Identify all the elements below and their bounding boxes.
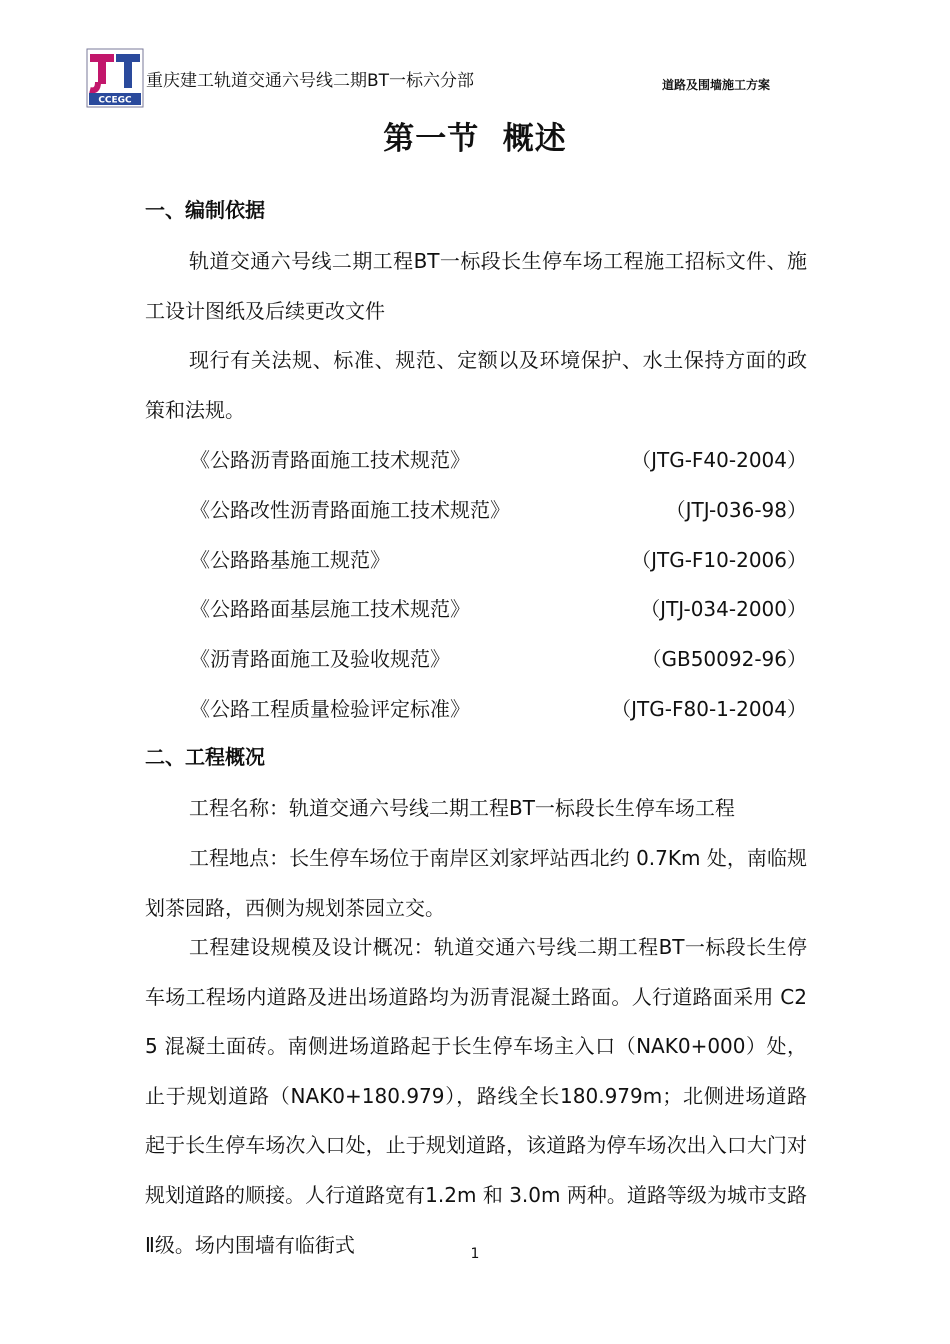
standard-name: 《沥青路面施工及验收规范》 — [190, 647, 450, 671]
standard-code: （JTG-F40-2004） — [631, 448, 807, 472]
standard-name: 《公路工程质量检验评定标准》 — [190, 697, 470, 721]
standard-row — [190, 644, 807, 674]
standard-row — [190, 694, 807, 724]
standard-row — [190, 545, 807, 575]
standard-row — [190, 495, 807, 525]
section-heading-overview: 二、工程概况 — [145, 745, 265, 769]
standard-name: 《公路改性沥青路面施工技术规范》 — [190, 498, 510, 522]
standard-name: 《公路路基施工规范》 — [190, 548, 390, 572]
paragraph-project-scale: 工程建设规模及设计概况：轨道交通六号线二期工程BT一标段长生停车场工程场内道路及进出场道路均为沥青混凝土路面。人行道路面采用 C25 混凝土面砖。南侧进场道路起于长生停车场主入口（NAK0+000）处，止于规划道路（NAK0+180.979），路线全长180.979m；北侧进场道路起于长生停车场次入口处，止于规划道路，该道路为停车场次出入口大门对规划道路的顺接。人行道路宽有1.2m 和 3.0m 两种。道路等级为城市支路Ⅱ级。场内围墙有临街式 — [145, 935, 807, 1257]
standard-code: （JTJ-036-98） — [665, 498, 807, 522]
standard-name: 《公路路面基层施工技术规范》 — [190, 597, 470, 621]
standard-code: （JTG-F80-1-2004） — [611, 697, 807, 721]
section-title: 第一节 概述 — [383, 121, 567, 157]
header-company: 重庆建工轨道交通六号线二期BT一标六分部 — [146, 71, 475, 91]
standard-code: （JTJ-034-2000） — [640, 597, 807, 621]
logo-text: CCEGC — [98, 95, 132, 106]
standard-name: 《公路沥青路面施工技术规范》 — [190, 448, 470, 472]
company-logo — [86, 48, 144, 108]
standard-code: （JTG-F10-2006） — [631, 548, 807, 572]
standard-code: （GB50092-96） — [641, 647, 807, 671]
standard-row — [190, 594, 807, 624]
standard-row — [190, 445, 807, 475]
paragraph-project-location: 工程地点：长生停车场位于南岸区刘家坪站西北约 0.7Km 处，南临规划茶园路，西侧为规划茶园立交。 — [145, 846, 807, 920]
header-doc-title: 道路及围墙施工方案 — [662, 78, 771, 92]
paragraph-basis-1: 轨道交通六号线二期工程BT一标段长生停车场工程施工招标文件、施工设计图纸及后续更改文件 — [145, 249, 807, 323]
paragraph-project-name: 工程名称：轨道交通六号线二期工程BT一标段长生停车场工程 — [189, 796, 735, 820]
page-number: 1 — [470, 1246, 480, 1262]
paragraph-basis-2: 现行有关法规、标准、规范、定额以及环境保护、水土保持方面的政策和法规。 — [145, 348, 807, 422]
section-heading-basis: 一、编制依据 — [145, 198, 265, 222]
